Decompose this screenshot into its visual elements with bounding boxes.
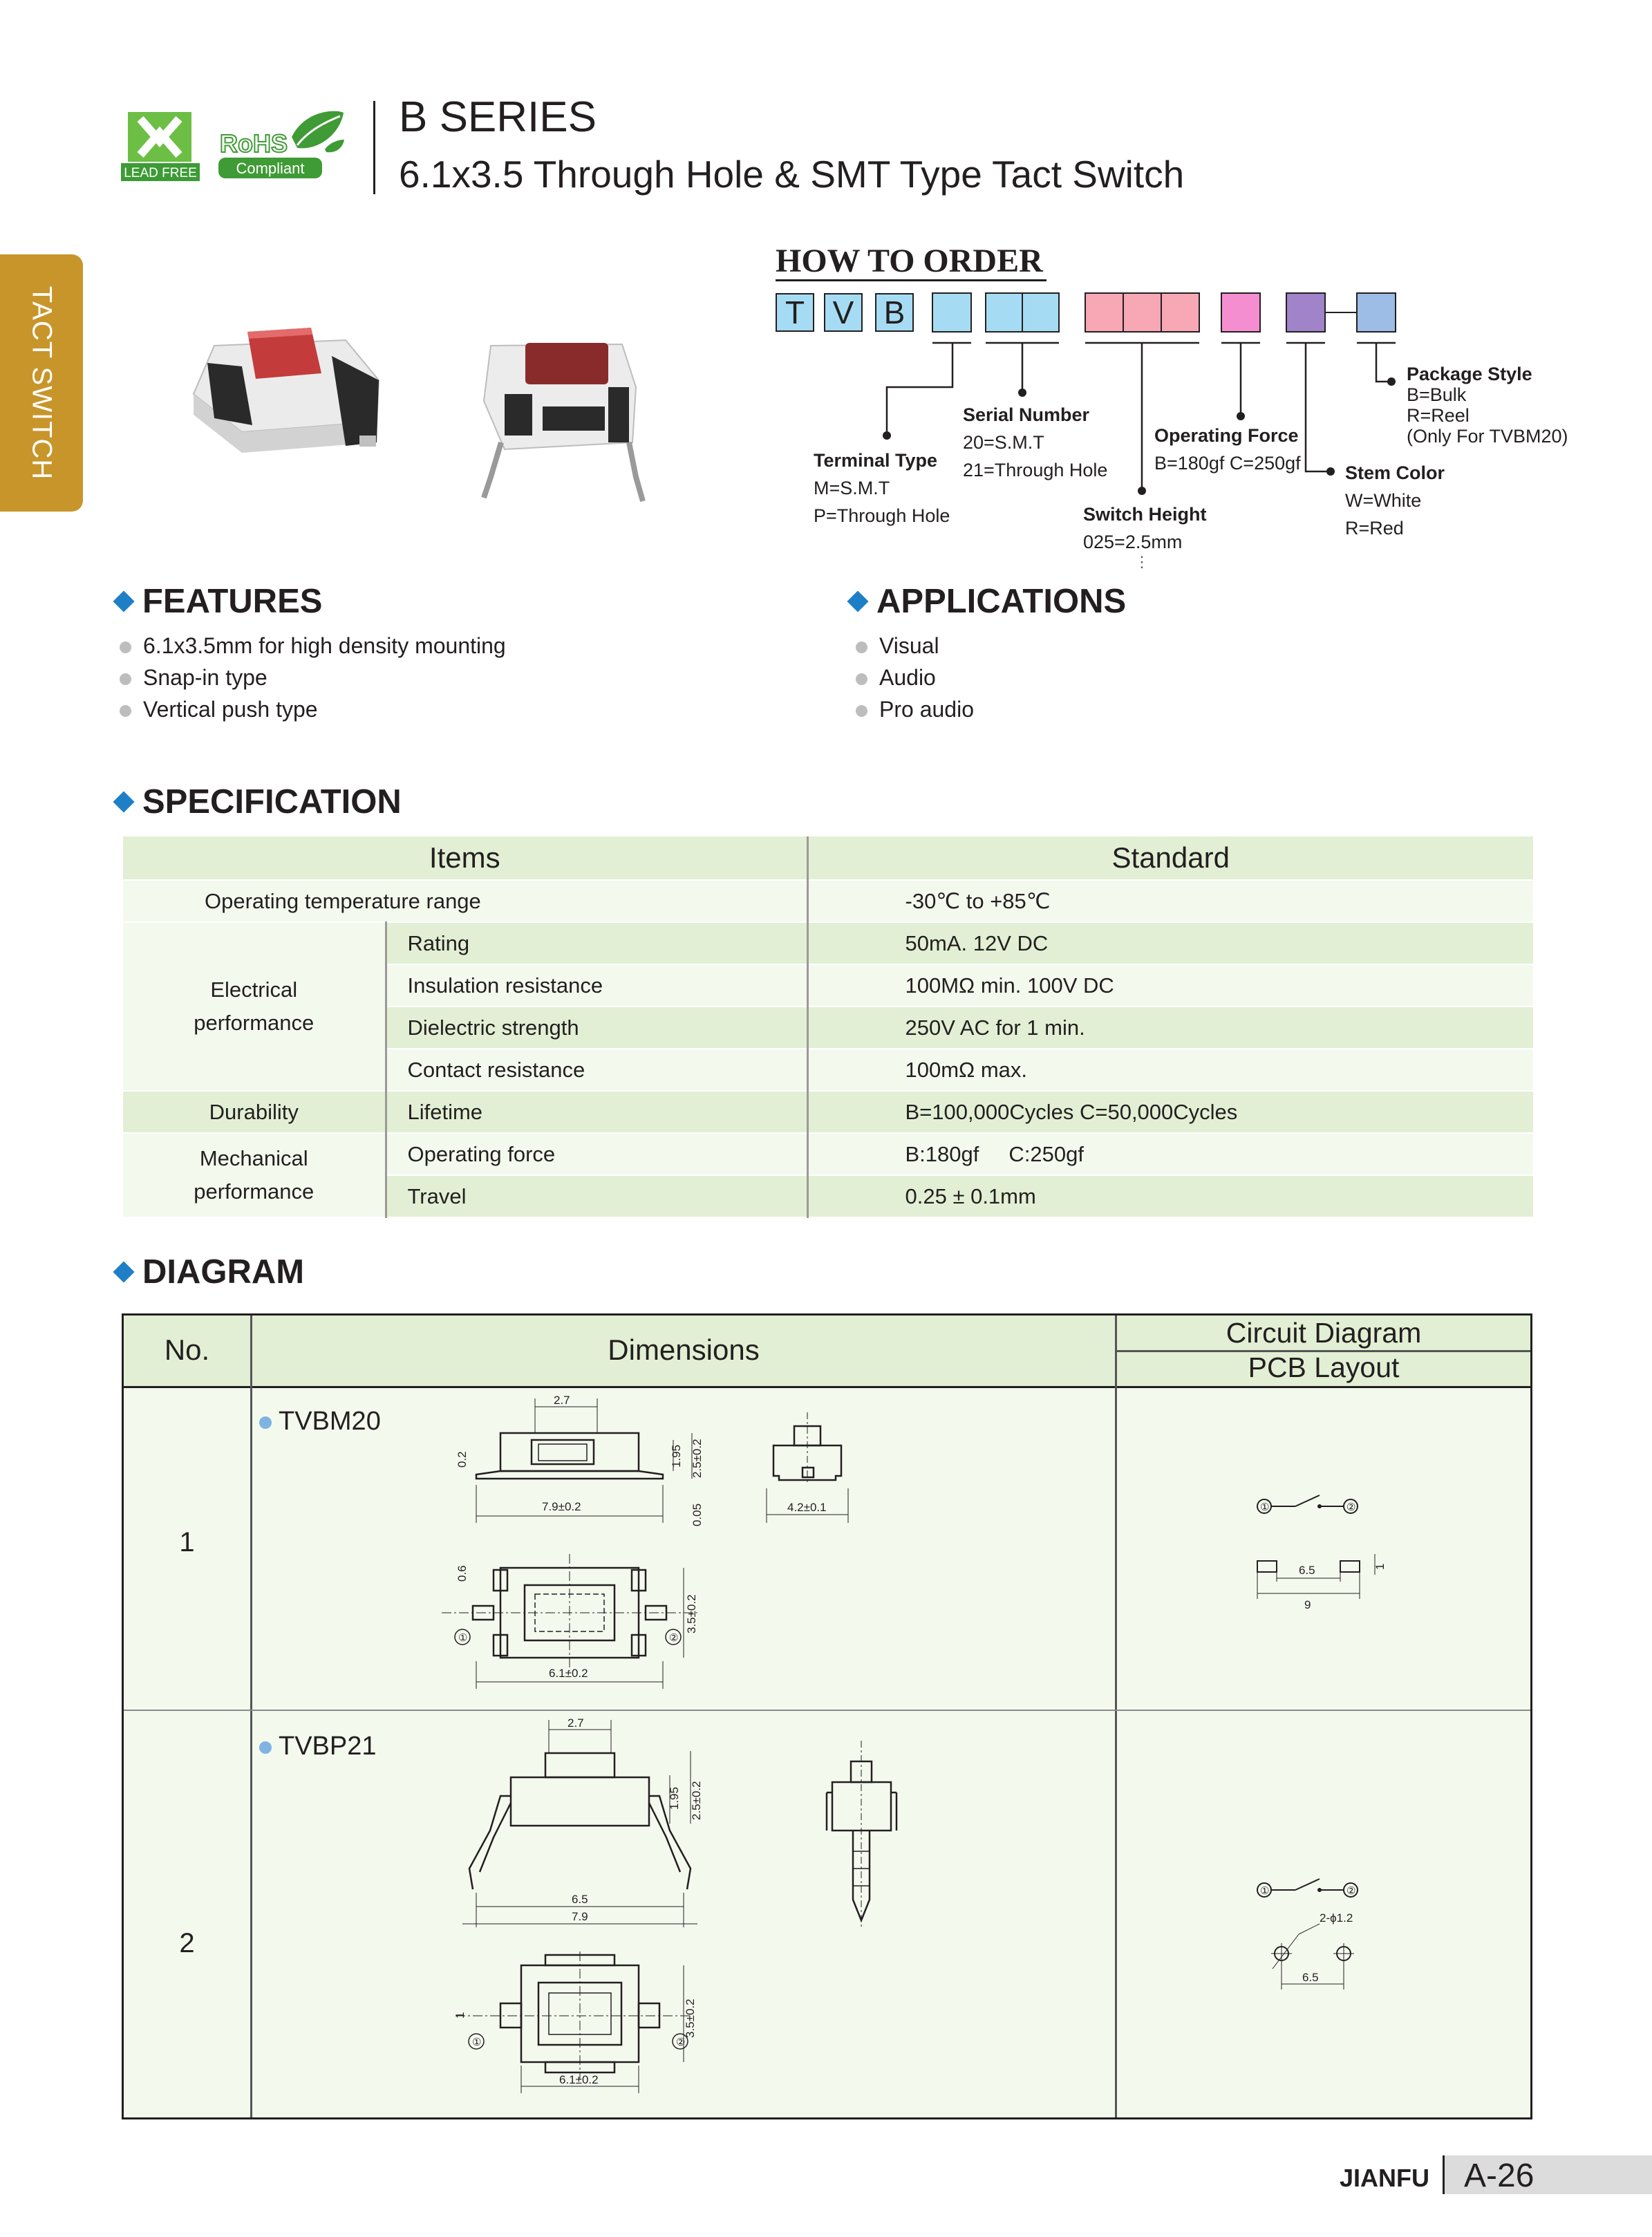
svg-text:LEAD FREE: LEAD FREE bbox=[124, 166, 197, 180]
dim-width: 7.9±0.2 bbox=[542, 1500, 581, 1513]
switch-height-title: Switch Height bbox=[1083, 504, 1207, 525]
model-name: TVBP21 bbox=[279, 1732, 377, 1761]
package-style-title: Package Style bbox=[1407, 364, 1532, 384]
dim-t: 0.2 bbox=[456, 1451, 469, 1468]
dim-depth: 3.5±0.2 bbox=[684, 1999, 697, 2038]
dim-w2: 7.9 bbox=[572, 1910, 588, 1923]
through-hole-switch-photo bbox=[463, 332, 664, 505]
dim-h1: 1.95 bbox=[668, 1786, 681, 1810]
feature-item: Vertical push type bbox=[143, 697, 318, 722]
spec-rating-label: Rating bbox=[386, 922, 807, 964]
pcb-dim-c: 1 bbox=[1373, 1563, 1387, 1570]
series-title: B SERIES bbox=[399, 93, 597, 141]
stem-color-title: Stem Color bbox=[1345, 462, 1445, 483]
row-2-no: 2 bbox=[179, 1928, 195, 1958]
svg-text:Compliant: Compliant bbox=[236, 160, 305, 177]
spec-travel-value: 0.25 ± 0.1mm bbox=[807, 1175, 1533, 1217]
diagram-table bbox=[122, 1313, 1532, 2119]
serial-number-title: Serial Number bbox=[963, 404, 1090, 425]
col-divider bbox=[250, 1316, 252, 2117]
col-circuit: Circuit Diagram bbox=[1226, 1317, 1422, 1349]
spec-electrical-group: Electrical performance bbox=[123, 922, 386, 1091]
switch-height-025: 025=2.5mm bbox=[1083, 532, 1183, 552]
col-divider bbox=[1115, 1316, 1117, 2117]
feature-item: 6.1x3.5mm for high density mounting bbox=[143, 633, 506, 658]
dim-b: 0.05 bbox=[691, 1503, 704, 1526]
stem-color-red: R=Red bbox=[1345, 518, 1404, 539]
dim-top: 2.7 bbox=[554, 1394, 570, 1407]
spec-op-force-label: Operating force bbox=[386, 1133, 807, 1175]
features-title: FEATURES bbox=[142, 583, 323, 620]
spec-dielectric-value: 250V AC for 1 min. bbox=[807, 1007, 1533, 1049]
smt-switch-photo bbox=[187, 304, 387, 470]
application-item: Visual bbox=[879, 633, 939, 658]
pcb-dim-a: 6.5 bbox=[1299, 1564, 1315, 1577]
rohs-logo bbox=[216, 109, 347, 182]
model-name: TVBM20 bbox=[279, 1407, 381, 1436]
code-letter-t: T bbox=[776, 293, 814, 332]
serial-number-20: 20=S.M.T bbox=[963, 432, 1044, 453]
side-tab bbox=[0, 254, 83, 512]
dim-top: 2.7 bbox=[567, 1716, 584, 1730]
row-2-model bbox=[259, 1732, 377, 1761]
serial-number-label bbox=[963, 401, 1107, 484]
specification-heading bbox=[111, 783, 402, 821]
tvbp21-circuit-pcb bbox=[1257, 1865, 1396, 2003]
dim-h2: 2.5±0.2 bbox=[691, 1439, 704, 1478]
col-no: No. bbox=[164, 1333, 210, 1366]
spec-insulation-value: 100MΩ min. 100V DC bbox=[807, 964, 1533, 1007]
package-style-note: (Only For TVBM20) bbox=[1407, 426, 1568, 447]
applications-heading bbox=[845, 582, 1126, 621]
spec-durability-group: Durability bbox=[123, 1091, 386, 1133]
page-subtitle: 6.1x3.5 Through Hole & SMT Type Tact Switch bbox=[399, 153, 1185, 196]
lead-free-logo bbox=[121, 109, 200, 182]
tvbm20-dimension-drawing bbox=[435, 1394, 884, 1703]
dim-body-width: 6.1±0.2 bbox=[559, 2073, 599, 2086]
pin-2-label: ② bbox=[669, 1632, 679, 1644]
pin-1-label: ① bbox=[458, 1632, 468, 1644]
how-to-order-title: HOW TO ORDER bbox=[776, 243, 1043, 279]
dim-body-width: 6.1±0.2 bbox=[549, 1667, 588, 1680]
stem-color-white: W=White bbox=[1345, 490, 1422, 511]
spec-op-temp-value: -30℃ to +85℃ bbox=[807, 880, 1533, 922]
spec-lifetime-label: Lifetime bbox=[386, 1091, 807, 1133]
col-dimensions: Dimensions bbox=[608, 1333, 760, 1366]
circuit-pin-1: ① bbox=[1260, 1501, 1270, 1513]
page-number: A-26 bbox=[1464, 2158, 1534, 2194]
spec-op-force-value: B:180gf C:250gf bbox=[807, 1133, 1533, 1175]
applications-title: APPLICATIONS bbox=[876, 583, 1127, 620]
code-letter-b: B bbox=[875, 293, 914, 332]
features-heading bbox=[111, 582, 322, 621]
dim-h2: 2.5±0.2 bbox=[690, 1781, 703, 1820]
bullet-icon bbox=[259, 1416, 272, 1429]
dim-side: 4.2±0.1 bbox=[787, 1501, 827, 1514]
pcb-dim-a: 6.5 bbox=[1302, 1971, 1319, 1984]
dim-h1: 1.95 bbox=[670, 1444, 683, 1468]
row-1-no: 1 bbox=[179, 1527, 195, 1557]
spec-contact-value: 100mΩ max. bbox=[807, 1049, 1533, 1091]
spec-rating-value: 50mA. 12V DC bbox=[807, 922, 1533, 964]
spec-mechanical-group: Mechanical performance bbox=[123, 1133, 386, 1217]
pin-2-label: ② bbox=[676, 2037, 686, 2048]
specification-title: SPECIFICATION bbox=[142, 783, 402, 821]
header-divider bbox=[373, 101, 375, 194]
svg-text:RoHS: RoHS bbox=[220, 129, 288, 158]
spec-contact-label: Contact resistance bbox=[386, 1049, 807, 1091]
spec-travel-label: Travel bbox=[386, 1175, 807, 1217]
col-pcb: PCB Layout bbox=[1248, 1351, 1400, 1383]
circuit-pin-2: ② bbox=[1346, 1501, 1356, 1513]
diagram-title: DIAGRAM bbox=[142, 1253, 305, 1291]
spec-op-temp-label: Operating temperature range bbox=[123, 880, 807, 922]
stem-color-label bbox=[1345, 459, 1445, 542]
operating-force-title: Operating Force bbox=[1154, 425, 1299, 446]
pin-1-label: ① bbox=[472, 2037, 482, 2048]
footer-brand: JIANFU bbox=[1340, 2164, 1430, 2192]
terminal-type-title: Terminal Type bbox=[814, 450, 938, 471]
dim-depth: 3.5±0.2 bbox=[685, 1594, 698, 1634]
dim-w1: 6.5 bbox=[572, 1893, 588, 1906]
terminal-type-p: P=Through Hole bbox=[814, 505, 950, 526]
diamond-icon bbox=[113, 1262, 134, 1283]
bullet-icon bbox=[259, 1741, 272, 1754]
package-style-label bbox=[1407, 364, 1568, 447]
how-to-order-underline bbox=[776, 279, 1046, 281]
package-style-bulk: B=Bulk bbox=[1407, 384, 1467, 405]
code-letter-v: V bbox=[824, 293, 863, 332]
switch-height-label bbox=[1083, 500, 1207, 556]
svg-text:⋮: ⋮ bbox=[1134, 553, 1149, 570]
terminal-type-m: M=S.M.T bbox=[814, 478, 890, 498]
tvbp21-dimension-drawing bbox=[453, 1716, 939, 2107]
operating-force-label bbox=[1154, 422, 1301, 477]
diagram-heading bbox=[111, 1253, 304, 1291]
serial-number-21: 21=Through Hole bbox=[963, 460, 1108, 480]
application-item: Pro audio bbox=[879, 697, 974, 722]
side-tab-label: TACT SWITCH bbox=[26, 286, 57, 480]
diamond-icon bbox=[113, 792, 134, 813]
circuit-pin-2: ② bbox=[1346, 1885, 1356, 1897]
spec-header-items: Items bbox=[123, 836, 807, 880]
pcb-dim-b: 9 bbox=[1304, 1598, 1311, 1611]
terminal-type-label bbox=[814, 447, 950, 530]
application-item: Audio bbox=[879, 665, 936, 690]
dim-lead: 1 bbox=[453, 2012, 467, 2019]
operating-force-values: B=180gf C=250gf bbox=[1154, 453, 1301, 474]
pcb-holes: 2-ϕ1.2 bbox=[1320, 1911, 1353, 1925]
feature-item: Snap-in type bbox=[143, 665, 267, 690]
diamond-icon bbox=[847, 591, 868, 612]
spec-insulation-label: Insulation resistance bbox=[386, 964, 807, 1007]
row-divider bbox=[124, 1710, 1530, 1711]
diamond-icon bbox=[113, 591, 134, 612]
spec-header-standard: Standard bbox=[807, 836, 1533, 880]
circuit-pin-1: ① bbox=[1260, 1885, 1270, 1897]
spec-lifetime-value: B=100,000Cycles C=50,000Cycles bbox=[807, 1091, 1533, 1133]
spec-dielectric-label: Dielectric strength bbox=[386, 1007, 807, 1049]
specification-table bbox=[123, 836, 1533, 1218]
package-style-reel: R=Reel bbox=[1407, 405, 1470, 426]
row-1-model bbox=[259, 1407, 381, 1436]
tvbm20-circuit-pcb bbox=[1257, 1481, 1396, 1620]
dim-lead: 0.6 bbox=[456, 1565, 469, 1582]
